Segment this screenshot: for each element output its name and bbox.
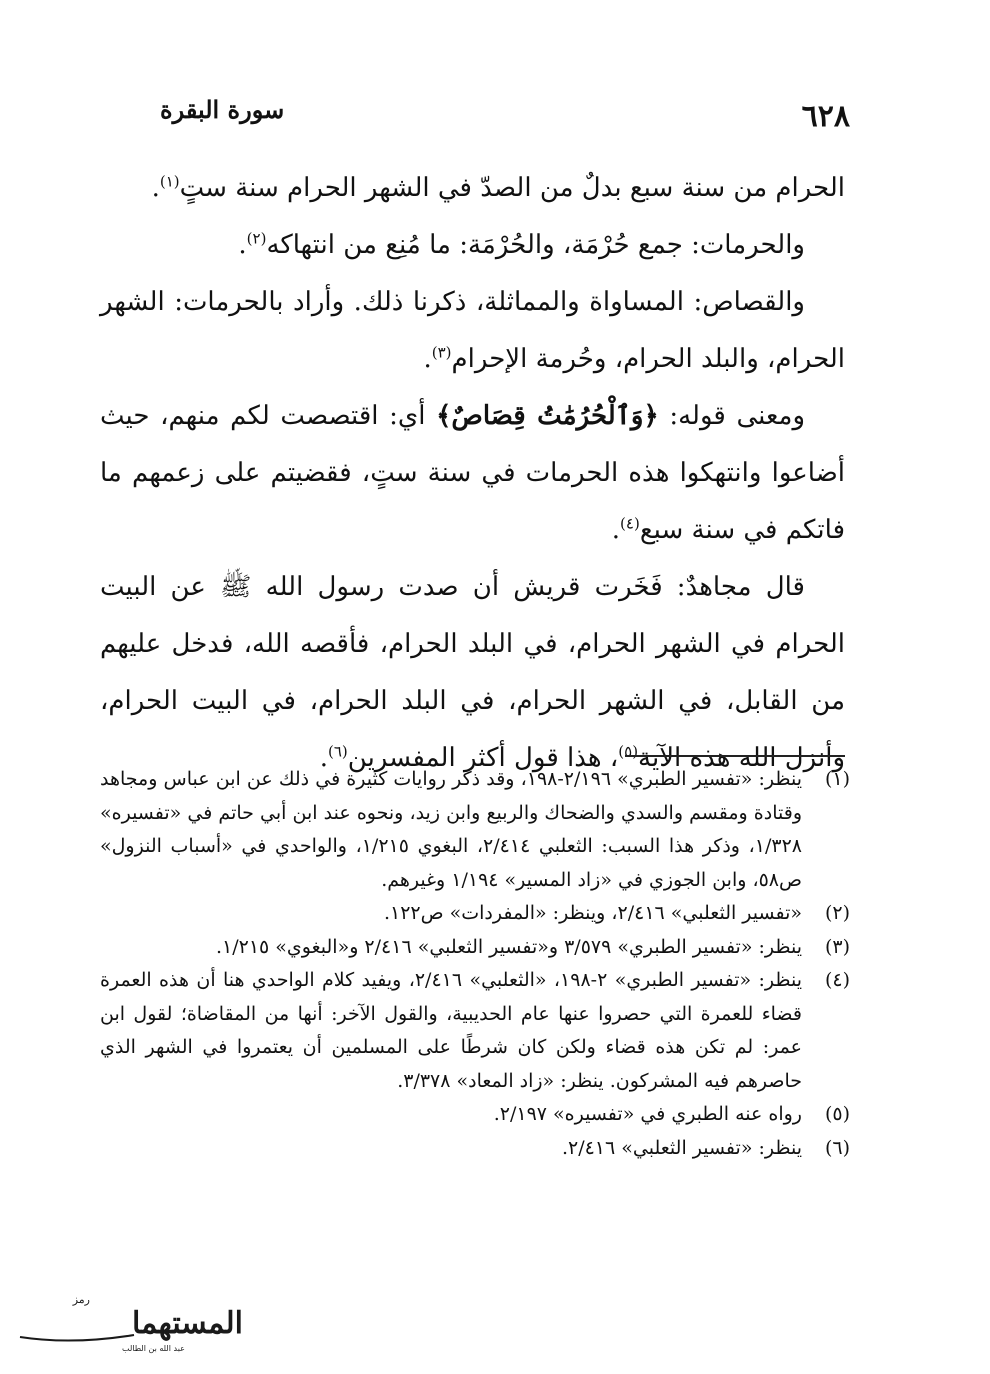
footnote-text: رواه عنه الطبري في «تفسيره» ٢/١٩٧.	[493, 1103, 802, 1125]
logo-mark: رمز	[72, 1293, 90, 1306]
calligraphy-logo	[12, 1285, 243, 1357]
logo-caption: عبد الله بن الطالب	[122, 1344, 185, 1353]
footnote-item	[100, 931, 850, 965]
footnote-ref[interactable]: (١)	[159, 172, 180, 191]
main-text	[100, 160, 845, 787]
running-title: سورة البقرة	[160, 95, 285, 124]
footnote-number: (٦)	[824, 1136, 850, 1159]
footnote-item	[100, 1098, 850, 1132]
footnote-ref[interactable]: (٣)	[431, 343, 452, 362]
footnote-item	[100, 897, 850, 931]
footnote-number: (٤)	[824, 969, 850, 991]
footnote-item	[100, 763, 850, 897]
paragraph-text: ومعنى قوله:	[658, 401, 805, 431]
footnote-number: (٥)	[824, 1103, 850, 1125]
paragraph-4	[100, 388, 845, 559]
paragraph-1	[100, 160, 845, 217]
footnote-item	[100, 964, 850, 1098]
punctuation: .	[319, 743, 328, 773]
footnote-item	[100, 1132, 850, 1166]
footnotes	[100, 763, 850, 1165]
footnote-text: ينظر: «تفسير الطبري» ٢/١٩٦-١٩٨، وقد ذكر روايات كثيرة في ذلك عن ابن عباس ومجاهد وقتادة ومقسم والسدي والضحاك والربيع وابن زيد، ونحوه عند ابن أبي حاتم في «تفسيره» ١/٣٢٨، وذكر هذا السبب: الثعلبي ٢/٤١٤، البغوي ١/٢١٥، والواحدي في «أسباب النزول» ص٥٨، وابن الجوزي في «زاد المسير» ١/١٩٤ وغيرهم.	[100, 768, 802, 891]
quran-verse: ﴿وَٱلْحُرُمَٰتُ قِصَاصٌ﴾	[436, 401, 659, 431]
footnote-number: (٣)	[824, 935, 850, 958]
paragraph-text: أي: اقتصصت لكم منهم، حيث أضاعوا وانتهكوا هذه الحرمات في سنة ستٍ، فقضيتم على زعمهم ما فاتكم في سنة سبع	[100, 401, 845, 545]
footnote-separator	[625, 755, 845, 757]
footnote-number: (٢)	[824, 902, 850, 924]
paragraph-text: الحرام من سنة سبع بدلٌ من الصدّ في الشهر الحرام سنة ستٍ	[179, 173, 845, 203]
page-number: ٦٢٨	[801, 99, 850, 134]
punctuation: .	[611, 515, 621, 545]
paragraph-3	[100, 274, 845, 388]
paragraph-text: والقصاص: المساواة والمماثلة، ذكرنا ذلك. وأراد بالحرمات: الشهر الحرام، والبلد الحرام، وحُرمة الإحرام	[100, 287, 845, 374]
page-header	[160, 95, 850, 135]
footnote-ref[interactable]: (٥)	[618, 742, 639, 761]
paragraph-text: قال مجاهدٌ: فَخَرت قريش أن صدت رسول الله ﷺ عن البيت الحرام في الشهر الحرام، في البلد الحرام، فأقصه الله، فدخل عليهم من القابل، في الشهر الحرام، في البلد الحرام، في البيت الحرام، وأنزل الله هذه الآية	[100, 572, 845, 773]
footnote-ref[interactable]: (٤)	[620, 514, 640, 533]
paragraph-text: والحرمات: جمع حُرْمَة، والحُرْمَة: ما مُنِع من انتهاكه	[266, 230, 805, 260]
footnote-ref[interactable]: (٦)	[328, 742, 348, 761]
footnote-text: ينظر: «تفسير الطبري» ٣/٥٧٩ و«تفسير الثعلبي» ٢/٤١٦ و«البغوي» ١/٢١٥.	[215, 935, 802, 958]
logo-main: المستهما	[132, 1306, 243, 1341]
punctuation: .	[423, 344, 432, 374]
footnote-text: ينظر: «تفسير الثعلبي» ٢/٤١٦.	[561, 1136, 802, 1159]
punctuation: .	[238, 230, 247, 260]
punctuation: .	[151, 173, 160, 203]
footnote-text: ينظر: «تفسير الطبري» ٢-١٩٨، «الثعلبي» ٢/٤١٦، ويفيد كلام الواحدي هنا أن هذه العمرة قضاء للعمرة التي حصروا عنها عام الحديبية، والقول الآخر: أنها من المقاضاة؛ لقول ابن عمر: لم تكن هذه قضاء ولكن كان شرطًا على المسلمين أن يعتمروا في الشهر الذي حاصرهم فيه المشركون. ينظر: «زاد المعاد» ٣/٣٧٨.	[100, 969, 802, 1092]
paragraph-text: ، هذا قول أكثر المفسرين	[347, 743, 619, 773]
paragraph-5	[100, 559, 845, 787]
paragraph-2	[100, 217, 845, 274]
footnote-text: «تفسير الثعلبي» ٢/٤١٦، وينظر: «المفردات» ص١٢٢.	[383, 902, 802, 924]
footnote-number: (١)	[824, 768, 850, 790]
footnote-ref[interactable]: (٢)	[246, 229, 267, 248]
